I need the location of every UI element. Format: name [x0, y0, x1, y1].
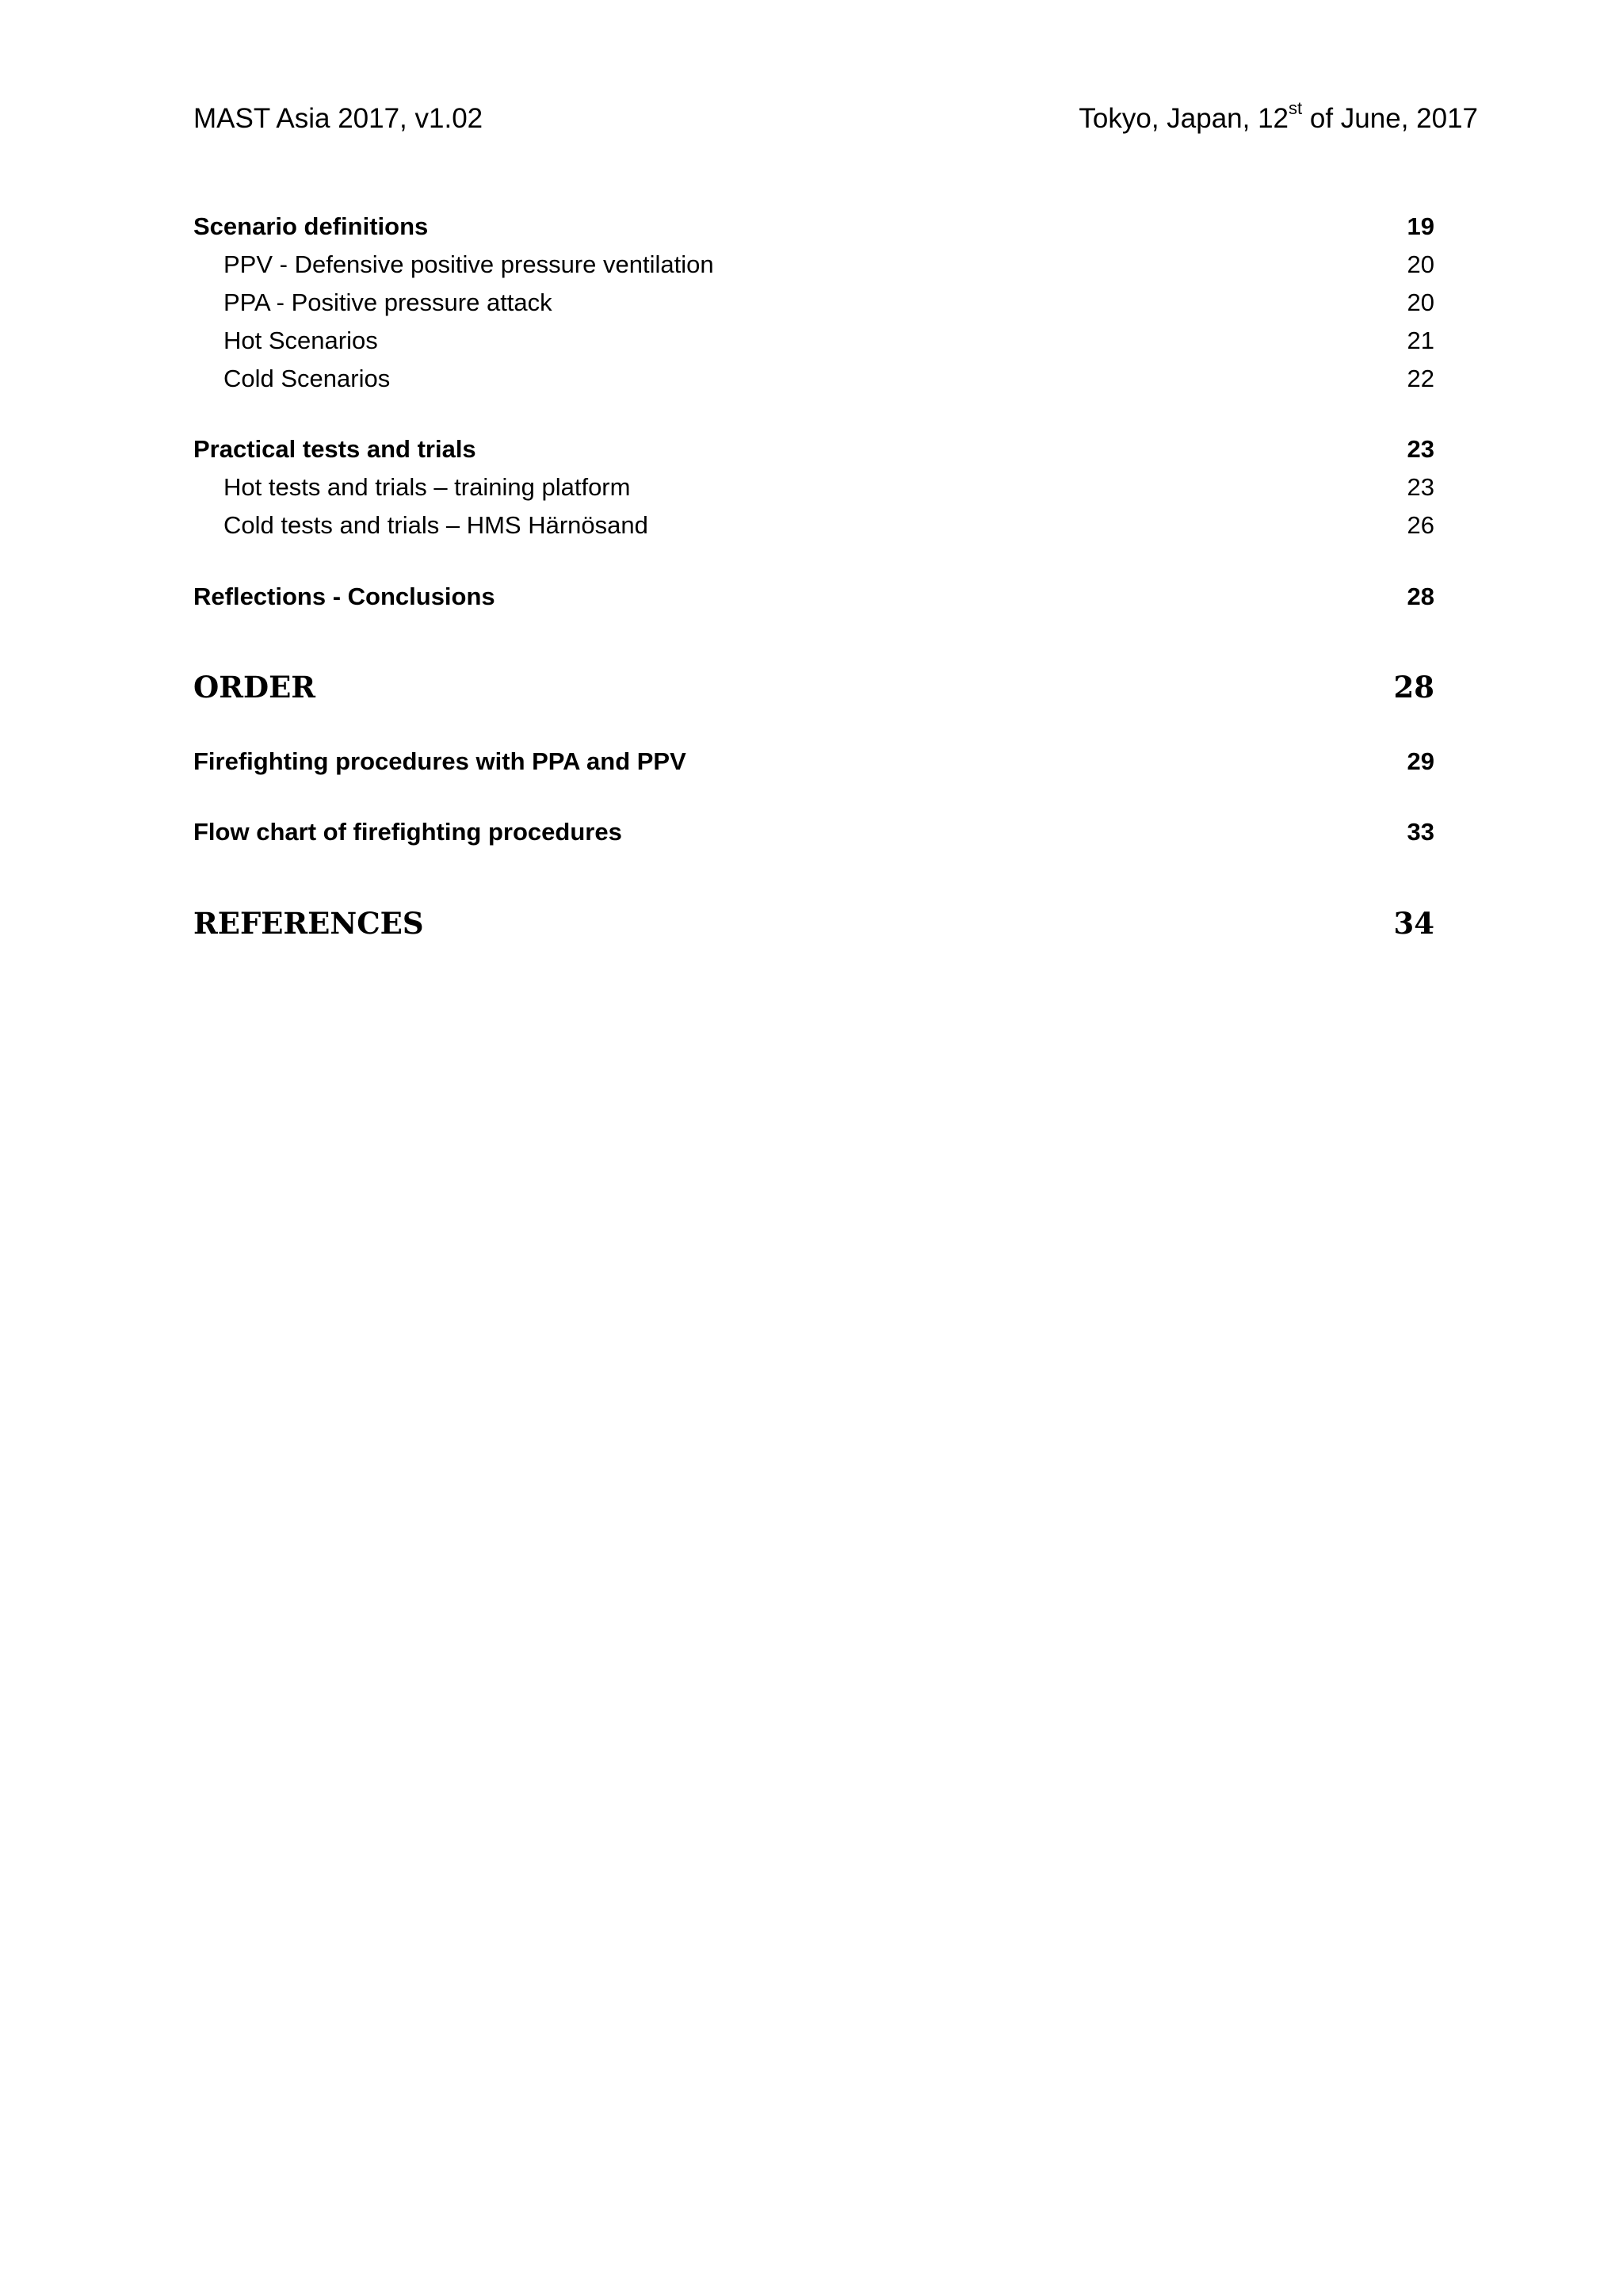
toc-entry-page-number: 20: [1407, 288, 1434, 316]
toc-entry-page-number: 23: [1407, 473, 1434, 501]
toc-entry: [193, 208, 1434, 246]
toc-subentry: [193, 506, 1434, 544]
toc-entry-title: Reflections - Conclusions: [193, 583, 495, 610]
toc-chapter: [193, 665, 1434, 709]
toc-entry: [193, 813, 1434, 851]
header-date-ordinal-suffix: st: [1289, 98, 1303, 119]
toc-subentry: [193, 360, 1434, 398]
toc-entry-page-number: 22: [1407, 365, 1434, 392]
toc-subentry: [193, 468, 1434, 506]
toc-entry-title: Practical tests and trials: [193, 435, 476, 463]
toc-subentry: [193, 246, 1434, 284]
toc-entry-title: Cold tests and trials – HMS Härnösand: [223, 511, 648, 539]
toc-subentry: [193, 284, 1434, 322]
toc-entry-title: PPV - Defensive positive pressure ventilation: [223, 250, 714, 278]
toc-entry-title: Flow chart of firefighting procedures: [193, 818, 622, 846]
toc-entry: [193, 743, 1434, 781]
toc-entry: [193, 430, 1434, 468]
toc-entry-title: Hot Scenarios: [223, 327, 378, 354]
toc-entry-title: Cold Scenarios: [223, 365, 391, 392]
toc-chapter: [193, 901, 1434, 946]
toc-entry-page-number: 29: [1407, 747, 1434, 775]
header-document-version: MAST Asia 2017, v1.02: [193, 103, 483, 134]
toc-entry-title: Scenario definitions: [193, 212, 429, 240]
toc-chapter-page-number: 34: [1393, 906, 1434, 941]
toc-entry-page-number: 33: [1407, 818, 1434, 846]
toc-entry-title: PPA - Positive pressure attack: [223, 288, 552, 316]
toc-entry-page-number: 19: [1407, 212, 1434, 240]
toc-chapter-page-number: 28: [1393, 670, 1434, 705]
header-date-suffix: of June, 2017: [1302, 103, 1478, 134]
toc-chapter-title: ORDER: [193, 670, 316, 705]
toc-chapter-title: REFERENCES: [193, 906, 424, 941]
toc-subentry: [193, 322, 1434, 360]
header-date-prefix: Tokyo, Japan, 12: [1079, 103, 1289, 134]
toc-entry-title: Firefighting procedures with PPA and PPV: [193, 747, 686, 775]
toc-entry-page-number: 20: [1407, 250, 1434, 278]
toc-entry-page-number: 26: [1407, 511, 1434, 539]
toc-entry: [193, 578, 1434, 616]
toc-entry-page-number: 21: [1407, 327, 1434, 354]
toc-entry-title: Hot tests and trials – training platform: [223, 473, 631, 501]
toc-entry-page-number: 28: [1407, 583, 1434, 610]
toc-entry-page-number: 23: [1407, 435, 1434, 463]
